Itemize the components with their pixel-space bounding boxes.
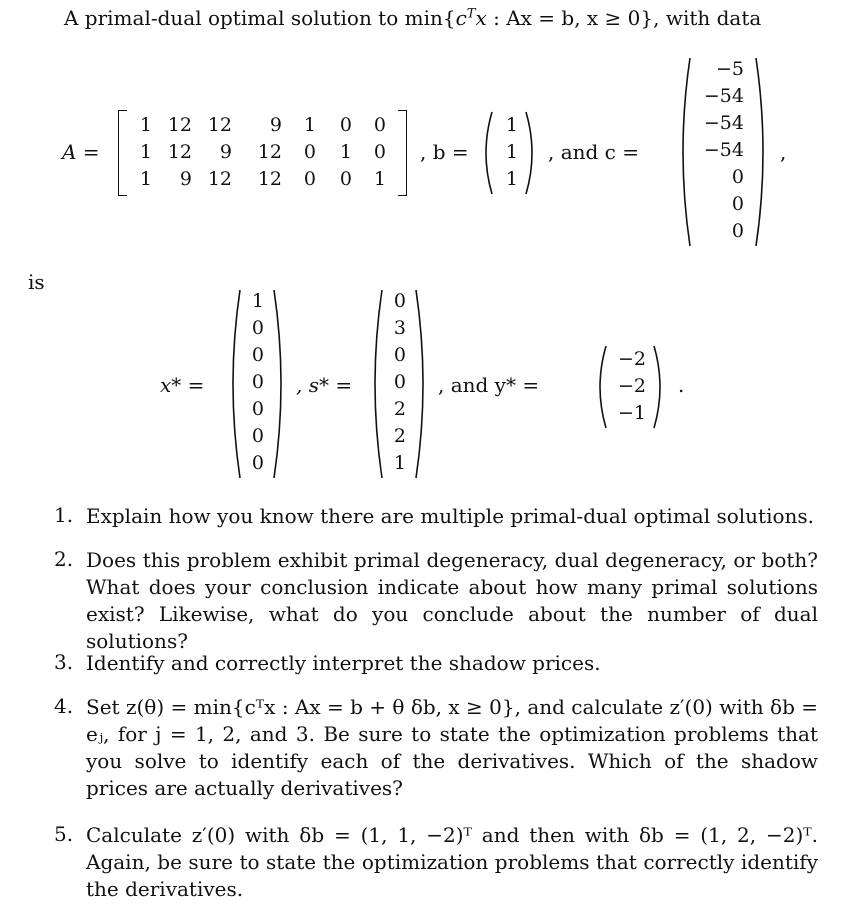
A-cell: 12 [167, 114, 192, 136]
and-c-label: , and c = [548, 140, 639, 164]
b-vector [480, 110, 540, 196]
b-right-paren [524, 110, 538, 196]
x-star-entry: 0 [251, 344, 264, 366]
x-star-entry: 0 [251, 398, 264, 420]
q3-number: 3. [54, 650, 74, 674]
q5-text: Calculate z′(0) with δb = (1, 1, −2)ᵀ and then with δb = (1, 2, −2)ᵀ. Again, be sure to state the optimization problems that correctly identify the derivatives. [86, 823, 818, 901]
A-cell: 0 [303, 168, 316, 190]
s-star-entry: 2 [393, 425, 406, 447]
c-vector [676, 56, 770, 248]
A-matrix [118, 110, 408, 196]
intro-prefix: A primal-dual optimal solution to min{ [64, 6, 456, 30]
q2-number: 2. [54, 547, 74, 571]
intro-x: x [475, 6, 487, 30]
c-entry: 0 [731, 166, 744, 188]
x-star-entry: 0 [251, 371, 264, 393]
A-cell: 0 [339, 168, 352, 190]
A-right-bracket [398, 110, 407, 196]
y-right-paren [652, 344, 666, 430]
q1-number: 1. [54, 503, 74, 527]
s-star-entry: 1 [393, 452, 406, 474]
A-cell: 1 [303, 114, 316, 136]
x-star-vector [226, 288, 288, 480]
s-right-paren [414, 288, 430, 480]
A-cell: 12 [257, 168, 282, 190]
c-entry: −54 [703, 112, 744, 134]
c-entry: 0 [731, 193, 744, 215]
x-star-label: x* = [160, 373, 205, 397]
q2-text: Does this problem exhibit primal degeneracy, dual degeneracy, or both? What does your conclusion indicate about how many primal solutions exist? Likewise, what do you conclude about the number of dual solutions? [86, 548, 818, 653]
s-star-entry: 0 [393, 371, 406, 393]
b-entry: 1 [505, 114, 518, 136]
c-entry: 0 [731, 220, 744, 242]
intro-constraint: : Ax = b, x ≥ 0}, with data [486, 6, 762, 30]
c-right-paren [754, 56, 770, 248]
q1-text: Explain how you know there are multiple primal-dual optimal solutions. [86, 504, 815, 528]
A-cell: 1 [373, 168, 386, 190]
A-cell: 12 [207, 114, 232, 136]
q4-number: 4. [54, 694, 74, 718]
b-entry: 1 [505, 141, 518, 163]
c-entry: −5 [715, 58, 744, 80]
A-cell: 1 [139, 168, 152, 190]
A-cell: 1 [339, 141, 352, 163]
s-star-entry: 0 [393, 290, 406, 312]
intro-c: c [455, 6, 467, 30]
A-cell: 9 [219, 141, 232, 163]
x-star-entry: 0 [251, 317, 264, 339]
A-cell: 0 [373, 114, 386, 136]
x-star-entry: 1 [251, 290, 264, 312]
A-cell: 0 [303, 141, 316, 163]
q4-text: Set z(θ) = min{cᵀx : Ax = b + θ δb, x ≥ 0}, and calculate z′(0) with δb = eⱼ, for j = 1, 2, and 3. Be sure to state the optimization problems that you solve to identify each of the derivatives. Which of the shadow prices are actually derivatives? [86, 695, 818, 800]
y-star-vector [594, 344, 668, 430]
A-cell: 0 [373, 141, 386, 163]
b-label: , b = [420, 140, 469, 164]
A-label: A = [62, 140, 100, 164]
A-cell: 9 [269, 114, 282, 136]
q3-text: Identify and correctly interpret the shadow prices. [86, 651, 601, 675]
A-cell: 12 [257, 141, 282, 163]
period: . [678, 373, 685, 397]
trailing-comma: , [780, 140, 787, 164]
s-star-entry: 0 [393, 344, 406, 366]
A-cell: 12 [207, 168, 232, 190]
s-star-entry: 2 [393, 398, 406, 420]
A-cell: 9 [179, 168, 192, 190]
c-entry: −54 [703, 85, 744, 107]
intro-line [64, 6, 761, 30]
y-star-entry: −2 [617, 375, 646, 397]
A-cell: 1 [139, 141, 152, 163]
c-entry: −54 [703, 139, 744, 161]
A-cell: 12 [167, 141, 192, 163]
s-star-vector [368, 288, 430, 480]
s-star-entry: 3 [393, 317, 406, 339]
x-star-entry: 0 [251, 452, 264, 474]
A-cell: 1 [139, 114, 152, 136]
y-star-entry: −2 [617, 348, 646, 370]
b-entry: 1 [505, 168, 518, 190]
y-star-entry: −1 [617, 402, 646, 424]
intro-T: T [466, 6, 476, 22]
x-right-paren [272, 288, 288, 480]
q5-number: 5. [54, 822, 74, 846]
x-star-entry: 0 [251, 425, 264, 447]
A-cell: 0 [339, 114, 352, 136]
is-label: is [28, 270, 45, 294]
s-star-label: , s* = [296, 373, 353, 397]
and-y-label: , and y* = [438, 373, 540, 397]
